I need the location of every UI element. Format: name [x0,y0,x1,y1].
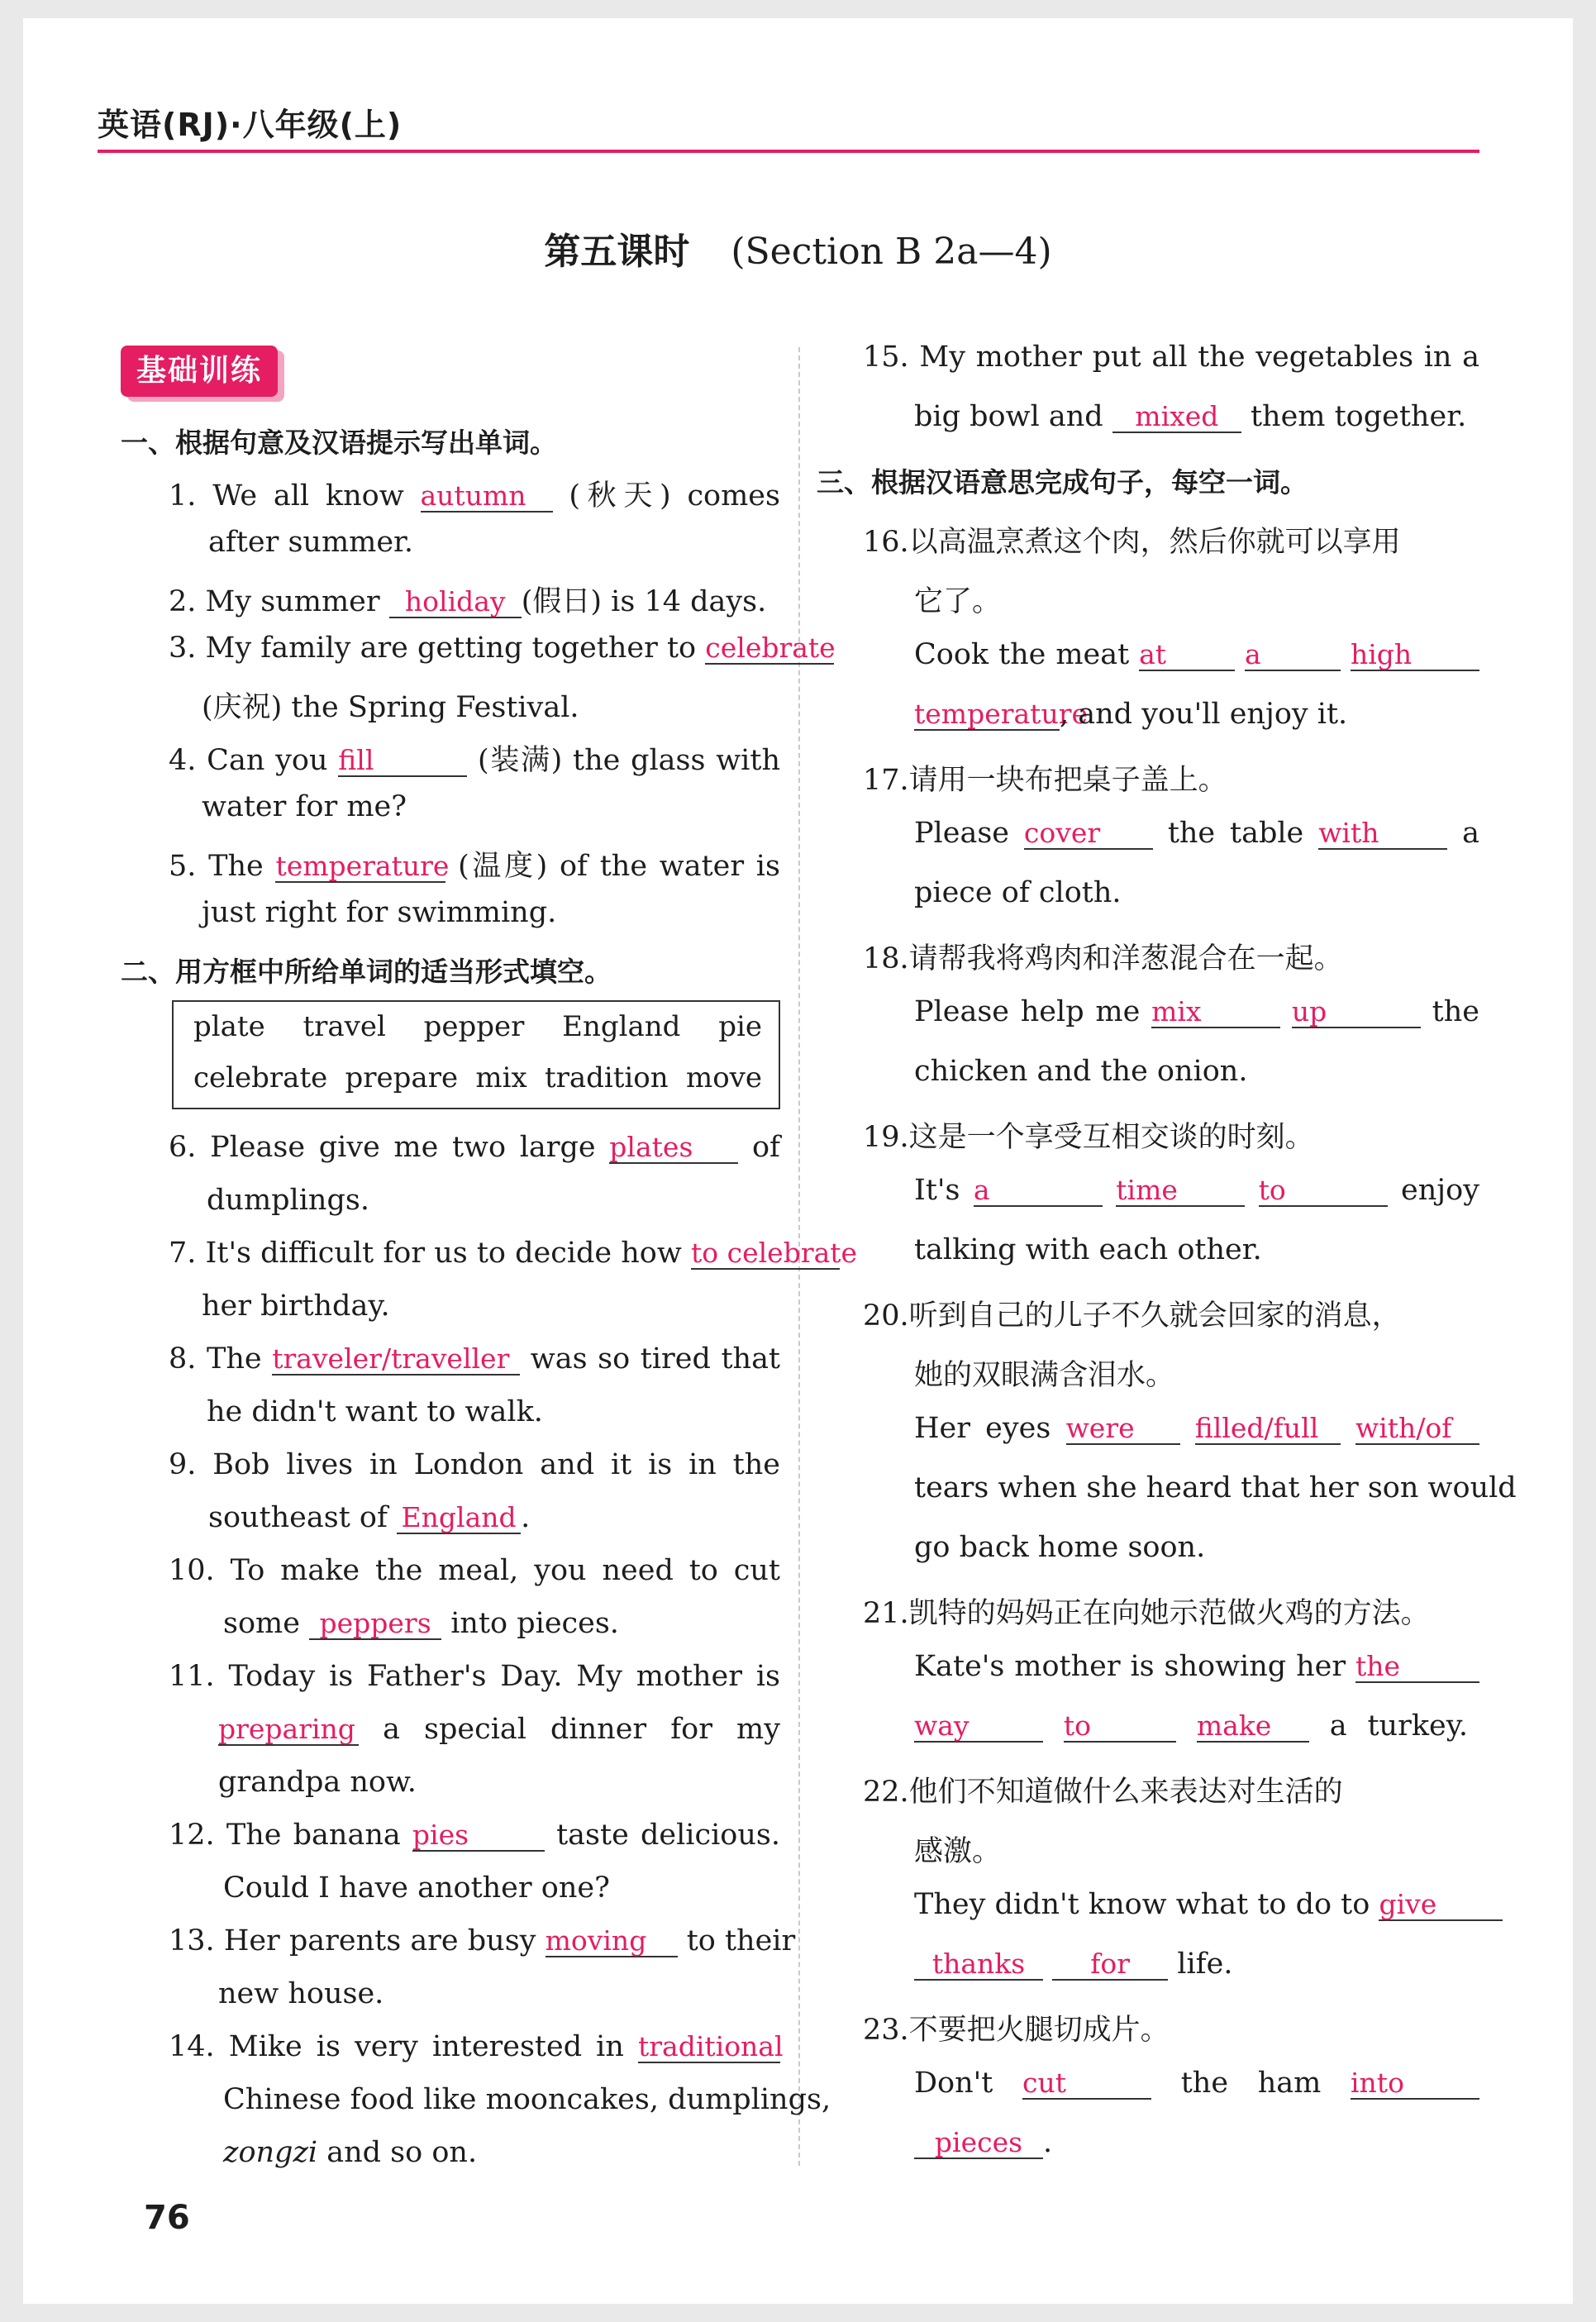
answer-blank: up [1292,998,1421,1028]
answer-blank: to celebrate [690,1237,858,1269]
q9-line2: southeast of England . [208,1501,531,1534]
q20-zh2: 她的双眼满含泪水。 [914,1359,1175,1392]
answer-blank: traveler/traveller [272,1345,520,1376]
answer-blank: plates [609,1133,738,1164]
word-box-row1: plate travel pepper England pie [193,1010,762,1043]
page-number: 76 [144,2199,190,2237]
answer-blank: into [1351,2069,1479,2100]
q8-line1: 8. The traveler/traveller was so tired that [169,1342,780,1376]
word-box-row2: celebrate prepare mix tradition move [193,1061,762,1094]
q17-zh1: 17.请用一块布把桌子盖上。 [863,764,1227,797]
q10-line1: 10. To make the meal, you need to cut [169,1554,780,1587]
answer-blank: to [1259,1176,1388,1207]
q14-line3: zongzi and so on. [223,2136,478,2169]
q16-line1: Cook the meat at a high [914,638,1479,671]
answer-blank: celebrate [705,632,836,664]
q4-line1: 4. Can you fill (装满) the glass with [169,744,780,777]
answer-blank: temperature [275,850,450,882]
answer-blank: England [397,1504,521,1534]
answer-blank: traditional [637,2030,784,2062]
answer-blank: give [1379,1890,1503,1921]
answer-blank: the [1355,1652,1479,1683]
q23-line1: Don't cut the ham into [914,2067,1479,2100]
answer-blank: way [914,1712,1043,1743]
q1-line1: 1. We all know autumn (秋天) comes [169,479,780,513]
practice-tag: 基础训练 [121,346,278,397]
q6-line2: dumplings. [207,1184,369,1217]
answer-blank: pies [412,1821,545,1852]
q20-line1: Her eyes were filled/full with/of [914,1412,1479,1445]
answer-blank: time [1116,1176,1245,1207]
lesson-number: 第五课时 [544,231,690,273]
q14-line1: 14. Mike is very interested in traditional [169,2030,784,2063]
q8-line2: he didn't want to walk. [207,1395,543,1428]
q21-zh1: 21.凯特的妈妈正在向她示范做火鸡的方法。 [863,1597,1430,1630]
q16-zh1: 16.以高温烹煮这个肉，然后你就可以享用 [863,526,1401,559]
q9-line1: 9. Bob lives in London and it is in the [169,1448,780,1481]
answer-blank: cover [1024,819,1153,850]
q18-line1: Please help me mix up the [914,995,1479,1028]
answer-blank: make [1197,1712,1309,1743]
q11-line1: 11. Today is Father's Day. My mother is [169,1660,780,1693]
q22-line1: They didn't know what to do to give [914,1888,1479,1921]
q20-zh1: 20.听到自己的儿子不久就会回家的消息， [863,1299,1401,1333]
answer-blank: cut [1022,2069,1151,2100]
lesson-title [0,222,1596,274]
q22-line2: thanks for life. [914,1948,1232,1981]
q16-zh2: 它了。 [914,585,1002,618]
q19-zh1: 19.这是一个享受互相交谈的时刻。 [863,1121,1314,1154]
answer-blank: with/of [1355,1414,1479,1445]
lesson-section: (Section B 2a—4) [731,231,1052,273]
q3-line2: (庆祝) the Spring Festival. [202,691,579,724]
q7-line1: 7. It's difficult for us to decide how to celebrate [169,1237,858,1270]
answer-blank: high [1351,641,1479,671]
answer-blank: a [974,1176,1103,1207]
q1-line2: after summer. [208,526,414,559]
q2-line1: 2. My summer holiday (假日) is 14 days. [169,585,767,618]
answer-blank: mixed [1112,403,1241,433]
answer-blank: peppers [309,1609,441,1640]
q18-zh1: 18.请帮我将鸡肉和洋葱混合在一起。 [863,942,1343,975]
q4-line2: water for me? [202,790,407,823]
answer-blank: filled/full [1195,1414,1341,1445]
q17-line2: piece of cloth. [914,876,1122,909]
q13-line1: 13. Her parents are busy moving to their [169,1924,796,1957]
word-box [172,1000,780,1109]
answer-blank: to [1064,1712,1176,1743]
answer-blank: temperature [914,698,1089,730]
q18-line2: chicken and the onion. [914,1055,1248,1088]
q15-line1: 15. My mother put all the vegetables in a [863,341,1479,374]
q14-line2: Chinese food like mooncakes, dumplings, [223,2083,831,2116]
answer-blank: at [1139,641,1235,671]
answer-blank: were [1066,1414,1180,1445]
q13-line2: new house. [218,1977,384,2010]
q20-line3: go back home soon. [914,1531,1206,1564]
q5-line1: 5. The temperature (温度) of the water is [169,850,780,883]
answer-blank: autumn [421,482,553,513]
q21-line2: way to make a turkey. [914,1709,1468,1743]
q23-zh1: 23.不要把火腿切成片。 [863,2014,1170,2047]
q12-line1: 12. The banana pies taste delicious. [169,1819,780,1852]
q22-zh1: 22.他们不知道做什么来表达对生活的 [863,1776,1343,1809]
answer-blank: moving [545,1927,678,1957]
q6-line1: 6. Please give me two large plates of [169,1131,780,1164]
q7-line2: her birthday. [202,1290,390,1323]
q15-line2: big bowl and mixed them together. [914,400,1467,433]
book-header: 英语(RJ)·八年级(上) [98,107,403,143]
answer-blank: pieces [914,2129,1043,2159]
q22-zh2: 感激。 [914,1835,1002,1868]
answer-blank: mix [1151,998,1280,1028]
answer-blank: a [1245,641,1341,671]
part2-heading: 二、用方框中所给单词的适当形式填空。 [121,956,612,988]
q10-line2: some peppers into pieces. [223,1607,619,1640]
answer-blank: preparing [218,1715,359,1746]
q17-line1: Please cover the table with a [914,817,1479,850]
q23-line2: pieces . [914,2126,1052,2159]
answer-blank: thanks [914,1950,1043,1981]
q12-line2: Could I have another one? [223,1871,610,1905]
q20-line2: tears when she heard that her son would [914,1471,1517,1504]
q21-line1: Kate's mother is showing her the [914,1650,1479,1683]
header-rule [98,150,1479,153]
part3-heading: 三、根据汉语意思完成句子，每空一词。 [817,466,1308,498]
q11-line3: grandpa now. [218,1766,417,1799]
answer-blank: holiday [389,588,522,618]
q5-line2: just right for swimming. [202,896,557,929]
part1-heading: 一、根据句意及汉语提示写出单词。 [121,427,557,459]
q19-line2: talking with each other. [914,1233,1262,1266]
q19-line1: It's a time to enjoy [914,1174,1479,1207]
q3-line1: 3. My family are getting together to celebrate [169,632,836,665]
answer-blank: fill [338,746,467,777]
q11-line2: preparing a special dinner for my [218,1713,780,1746]
answer-blank: with [1318,819,1447,850]
answer-blank: for [1052,1950,1168,1981]
q16-line2: temperature, and you'll enjoy it. [914,698,1348,731]
